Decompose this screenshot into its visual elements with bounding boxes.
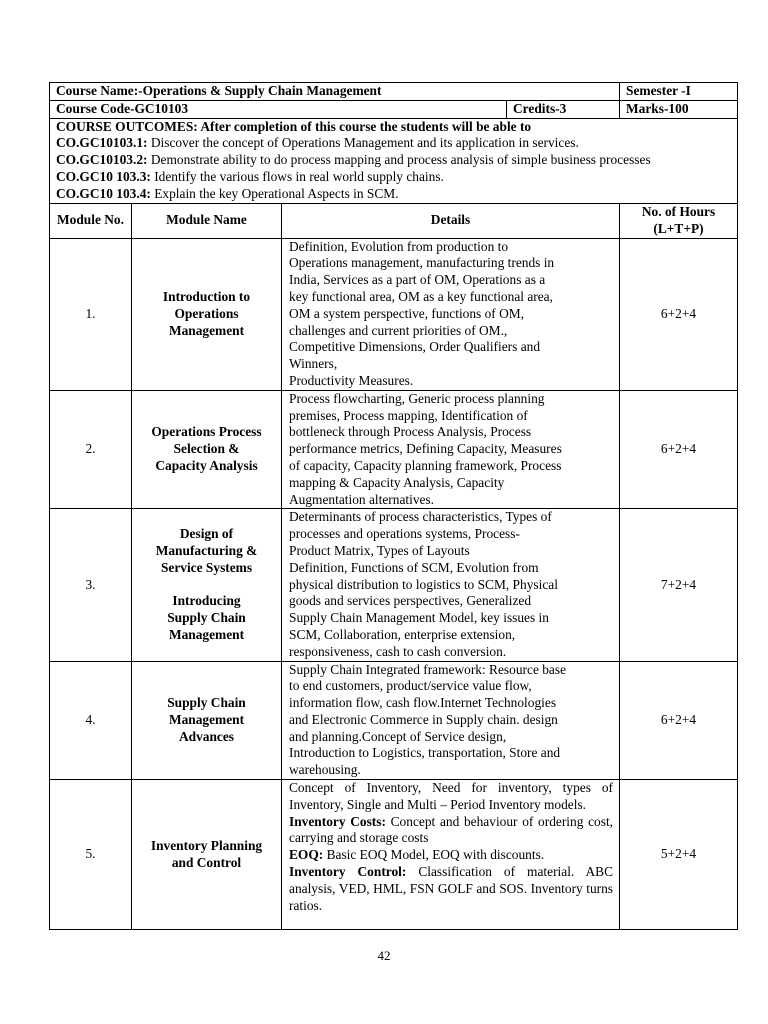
course-code: Course Code-GC10103 <box>50 100 507 118</box>
marks: Marks-100 <box>620 100 738 118</box>
module-no: 5. <box>50 780 132 930</box>
module-row <box>50 390 738 509</box>
outcome-item: CO.GC10103.1: Discover the concept of Operations Management and its application in services. <box>56 135 579 151</box>
page-number: 42 <box>377 948 391 963</box>
detail-paragraph: Inventory Control: Classification of material. ABC analysis, VED, HML, FSN GOLF and SOS. Inventory turns ratios. <box>289 864 614 913</box>
module-details: Determinants of process characteristics, Types of processes and operations systems, Process- Product Matrix, Types of Layouts Definition, Functions of SCM, Evolution from physical distribution to logistics to SCM, Physical goods and services perspectives, Generalized Supply Chain Management Model, key issues in SCM, Collaboration, enterprise extension, responsiveness, cash to cash conversion. <box>282 509 620 661</box>
module-name: Supply Chain Management Advances <box>132 661 282 780</box>
credits: Credits-3 <box>507 100 620 118</box>
col-header-hours: No. of Hours (L+T+P) <box>620 203 738 238</box>
detail-paragraph: Inventory Costs: Concept and behaviour of ordering cost, carrying and storage costs <box>289 813 614 846</box>
module-name: Operations Process Selection & Capacity Analysis <box>132 390 282 509</box>
outcomes-heading: COURSE OUTCOMES: After completion of this course the students will be able to <box>56 118 532 134</box>
module-no: 3. <box>50 509 132 661</box>
module-no: 4. <box>50 661 132 780</box>
col-header-module-no: Module No. <box>50 203 132 238</box>
semester: Semester -I <box>620 83 738 101</box>
module-row <box>50 509 738 661</box>
module-name: Design of Manufacturing & Service Systems Introducing Supply Chain Management <box>132 509 282 661</box>
module-hours: 5+2+4 <box>620 780 738 930</box>
course-table <box>49 82 738 930</box>
course-name: Course Name:-Operations & Supply Chain Management <box>50 83 620 101</box>
module-details <box>282 780 620 930</box>
module-row <box>50 780 738 930</box>
module-hours: 7+2+4 <box>620 509 738 661</box>
module-details: Supply Chain Integrated framework: Resource base to end customers, product/service value flow, information flow, cash flow.Internet Technologies and Electronic Commerce in Supply chain. design and planning.Concept of Service design, Introduction to Logistics, transportation, Store and warehousing. <box>282 661 620 780</box>
module-row <box>50 661 738 780</box>
module-hours: 6+2+4 <box>620 661 738 780</box>
outcome-item: CO.GC10 103.4: Explain the key Operational Aspects in SCM. <box>56 185 399 201</box>
module-details: Definition, Evolution from production to Operations management, manufacturing trends in India, Services as a part of OM, Operations as a key functional area, OM as a key functional area, OM a system perspective, functions of OM, challenges and current priorities of OM., Competitive Dimensions, Order Qualifiers and Winners, Productivity Measures. <box>282 238 620 390</box>
module-hours: 6+2+4 <box>620 238 738 390</box>
course-outcomes <box>50 118 738 203</box>
module-name: Inventory Planning and Control <box>132 780 282 930</box>
module-details: Process flowcharting, Generic process planning premises, Process mapping, Identification of bottleneck through Process Analysis, Process performance metrics, Defining Capacity, Measures of capacity, Capacity planning framework, Process mapping & Capacity Analysis, Capacity Augmentation alternatives. <box>282 390 620 509</box>
module-row <box>50 238 738 390</box>
detail-paragraph: EOQ: Basic EOQ Model, EOQ with discounts. <box>289 847 545 863</box>
outcome-item: CO.GC10103.2: Demonstrate ability to do process mapping and process analysis of simple business processes <box>56 152 651 168</box>
module-hours: 6+2+4 <box>620 390 738 509</box>
module-no: 1. <box>50 238 132 390</box>
module-no: 2. <box>50 390 132 509</box>
col-header-details: Details <box>282 203 620 238</box>
outcome-item: CO.GC10 103.3: Identify the various flows in real world supply chains. <box>56 168 444 184</box>
col-header-module-name: Module Name <box>132 203 282 238</box>
module-name: Introduction to Operations Management <box>132 238 282 390</box>
detail-paragraph: Concept of Inventory, Need for inventory, types of Inventory, Single and Multi – Period Inventory models. <box>289 780 614 812</box>
